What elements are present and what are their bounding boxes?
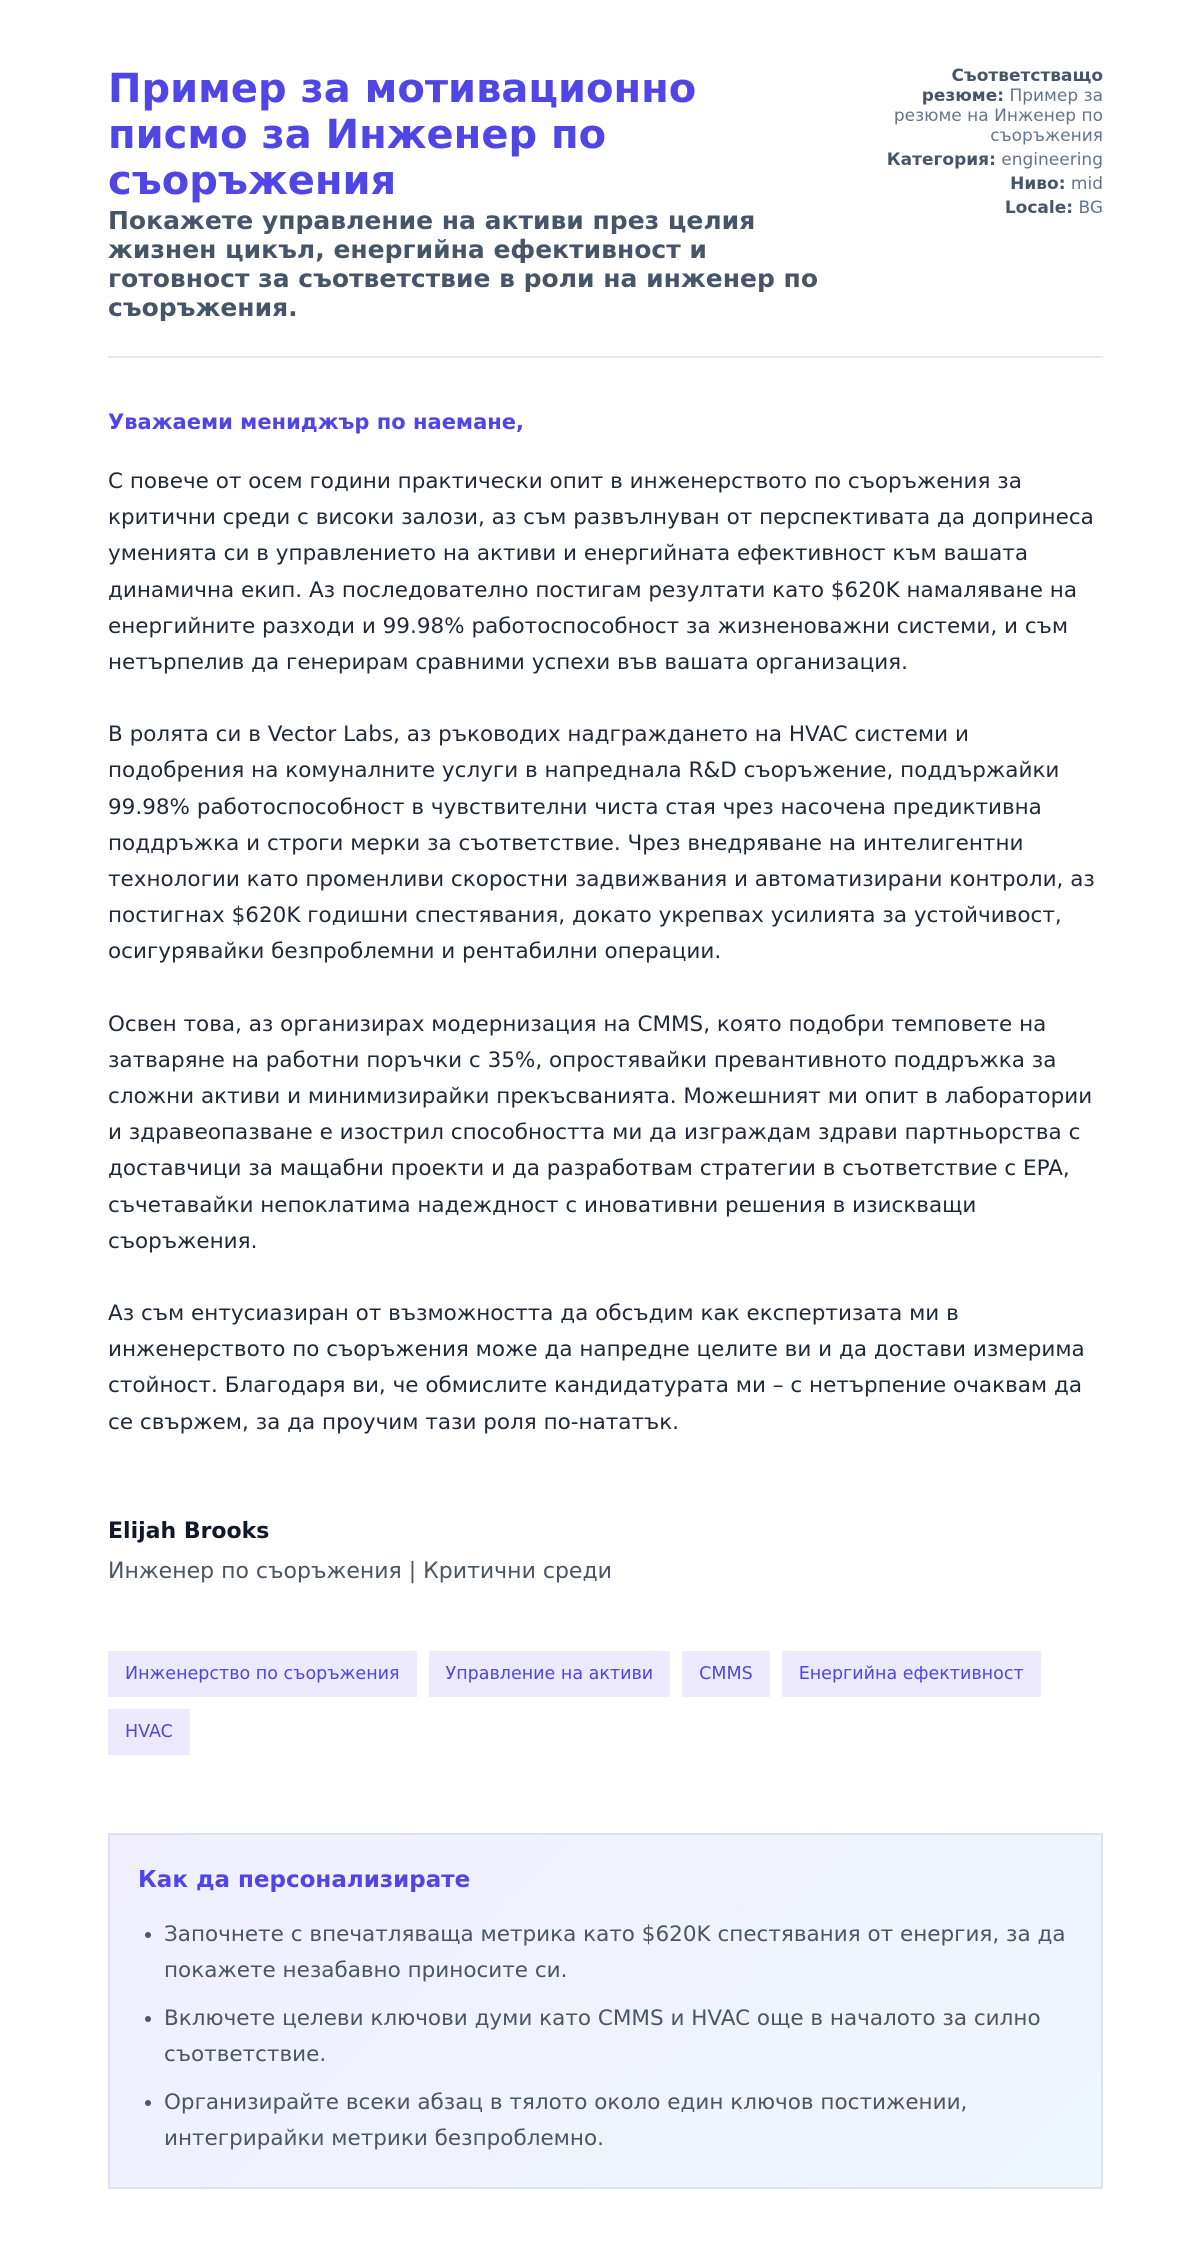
tip-item: • Започнете с впечатляваща метрика като $620K спестявания от енергия, за да покажете незабавно приносите си. bbox=[164, 1917, 1073, 1989]
page-title: Пример за мотивационно писмо за Инженер по съоръжения bbox=[108, 66, 697, 204]
letter-paragraph: Аз съм ентусиазиран от възможността да обсъдим как експертизата ми в инженерството по съоръжения може да напредне целите ви и да достави измерима стойност. Благодаря ви, че обмислите кандидатурата ми – с нетърпение очаквам да се свържем, за да проучим тази роля по-нататък. bbox=[108, 1301, 1085, 1435]
signature-name: Elijah Brooks bbox=[108, 1518, 270, 1544]
tag[interactable]: Инженерство по съоръжения bbox=[108, 1651, 417, 1697]
meta-category bbox=[873, 150, 1103, 170]
tag[interactable]: Енергийна ефективност bbox=[782, 1651, 1041, 1697]
page-header bbox=[108, 66, 1103, 322]
tips-list bbox=[138, 1917, 1073, 2157]
meta-level bbox=[873, 174, 1103, 194]
meta-category-label: Категория: bbox=[886, 150, 996, 170]
meta-resume-link[interactable]: Пример за резюме на Инженер по съоръжения bbox=[893, 86, 1103, 146]
signature-title: Инженер по съоръжения | Критични среди bbox=[108, 1558, 612, 1584]
letter-paragraph: С повече от осем години практически опит в инженерството по съоръжения за критични среди с високи залози, аз съм развълнуван от перспективата да допринеса уменията си в управлението на активи и енергийната ефективност към вашата динамична екип. Аз последователно постигам резултати като $620K намаляване на енергийните разходи и 99.98% работоспособност за жизненоважни системи, и съм нетърпелив да генерирам сравними успехи във вашата организация. bbox=[108, 469, 1094, 676]
letter-paragraph: Освен това, аз организирах модернизация на CMMS, която подобри темповете на затваряне на работни поръчки с 35%, опростявайки превантивното поддръжка за сложни активи и минимизирайки прекъсванията. Можешният ми опит в лаборатории и здравеопазване е изострил способността ми да изграждам здрави партньорства с доставчици за мащабни проекти и да разработвам стратегии в съответствие с EPA, съчетавайки непоклатима надеждност с иновативни решения в изискващи съоръжения. bbox=[108, 1011, 1093, 1254]
meta-locale-label: Locale: bbox=[1004, 198, 1074, 218]
meta-level-value: mid bbox=[1070, 174, 1103, 194]
meta-level-label: Ниво: bbox=[1010, 174, 1066, 194]
meta-locale bbox=[873, 198, 1103, 218]
tag-list bbox=[108, 1651, 1088, 1755]
meta-resume-label: Съответстващо резюме: bbox=[921, 66, 1103, 106]
tip-item: • Организирайте всеки абзац в тялото около един ключов постижении, интегрирайки метрики безпроблемно. bbox=[164, 2085, 1073, 2157]
letter-paragraph: В ролята си в Vector Labs, аз ръководих надграждането на HVAC системи и подобрения на комуналните услуги в напреднала R&D съоръжение, поддържайки 99.98% работоспособност в чувствителни чиста стая чрез насочена предиктивна поддръжка и строги мерки за съответствие. Чрез внедряване на интелигентни технологии като променливи скоростни задвижвания и автоматизирани контроли, аз постигнах $620K годишни спестявания, докато укрепвах усилията за устойчивост, осигурявайки безпроблемни и рентабилни операции. bbox=[108, 722, 1095, 965]
customization-tips-box bbox=[108, 1833, 1103, 2189]
page-subtitle: Покажете управление на активи през целия жизнен цикъл, енергийна ефективност и готовност за съответствие в роли на инженер по съоръжения. bbox=[108, 206, 818, 322]
letter-greeting: Уважаеми мениджър по наемане, bbox=[108, 410, 525, 434]
meta-panel bbox=[873, 66, 1103, 222]
tag[interactable]: CMMS bbox=[682, 1651, 770, 1697]
meta-resume bbox=[873, 66, 1103, 146]
tips-heading: Как да персонализирате bbox=[138, 1866, 471, 1893]
meta-category-value: engineering bbox=[1001, 150, 1103, 170]
meta-locale-value: BG bbox=[1078, 198, 1103, 218]
cover-letter-page bbox=[108, 0, 1103, 2189]
tag[interactable]: Управление на активи bbox=[429, 1651, 671, 1697]
tip-item: • Включете целеви ключови думи като CMMS и HVAC още в началото за силно съответствие. bbox=[164, 2001, 1073, 2073]
divider bbox=[108, 356, 1103, 358]
tag[interactable]: HVAC bbox=[108, 1709, 190, 1755]
letter-body bbox=[108, 464, 1103, 1441]
header-left bbox=[108, 66, 848, 322]
